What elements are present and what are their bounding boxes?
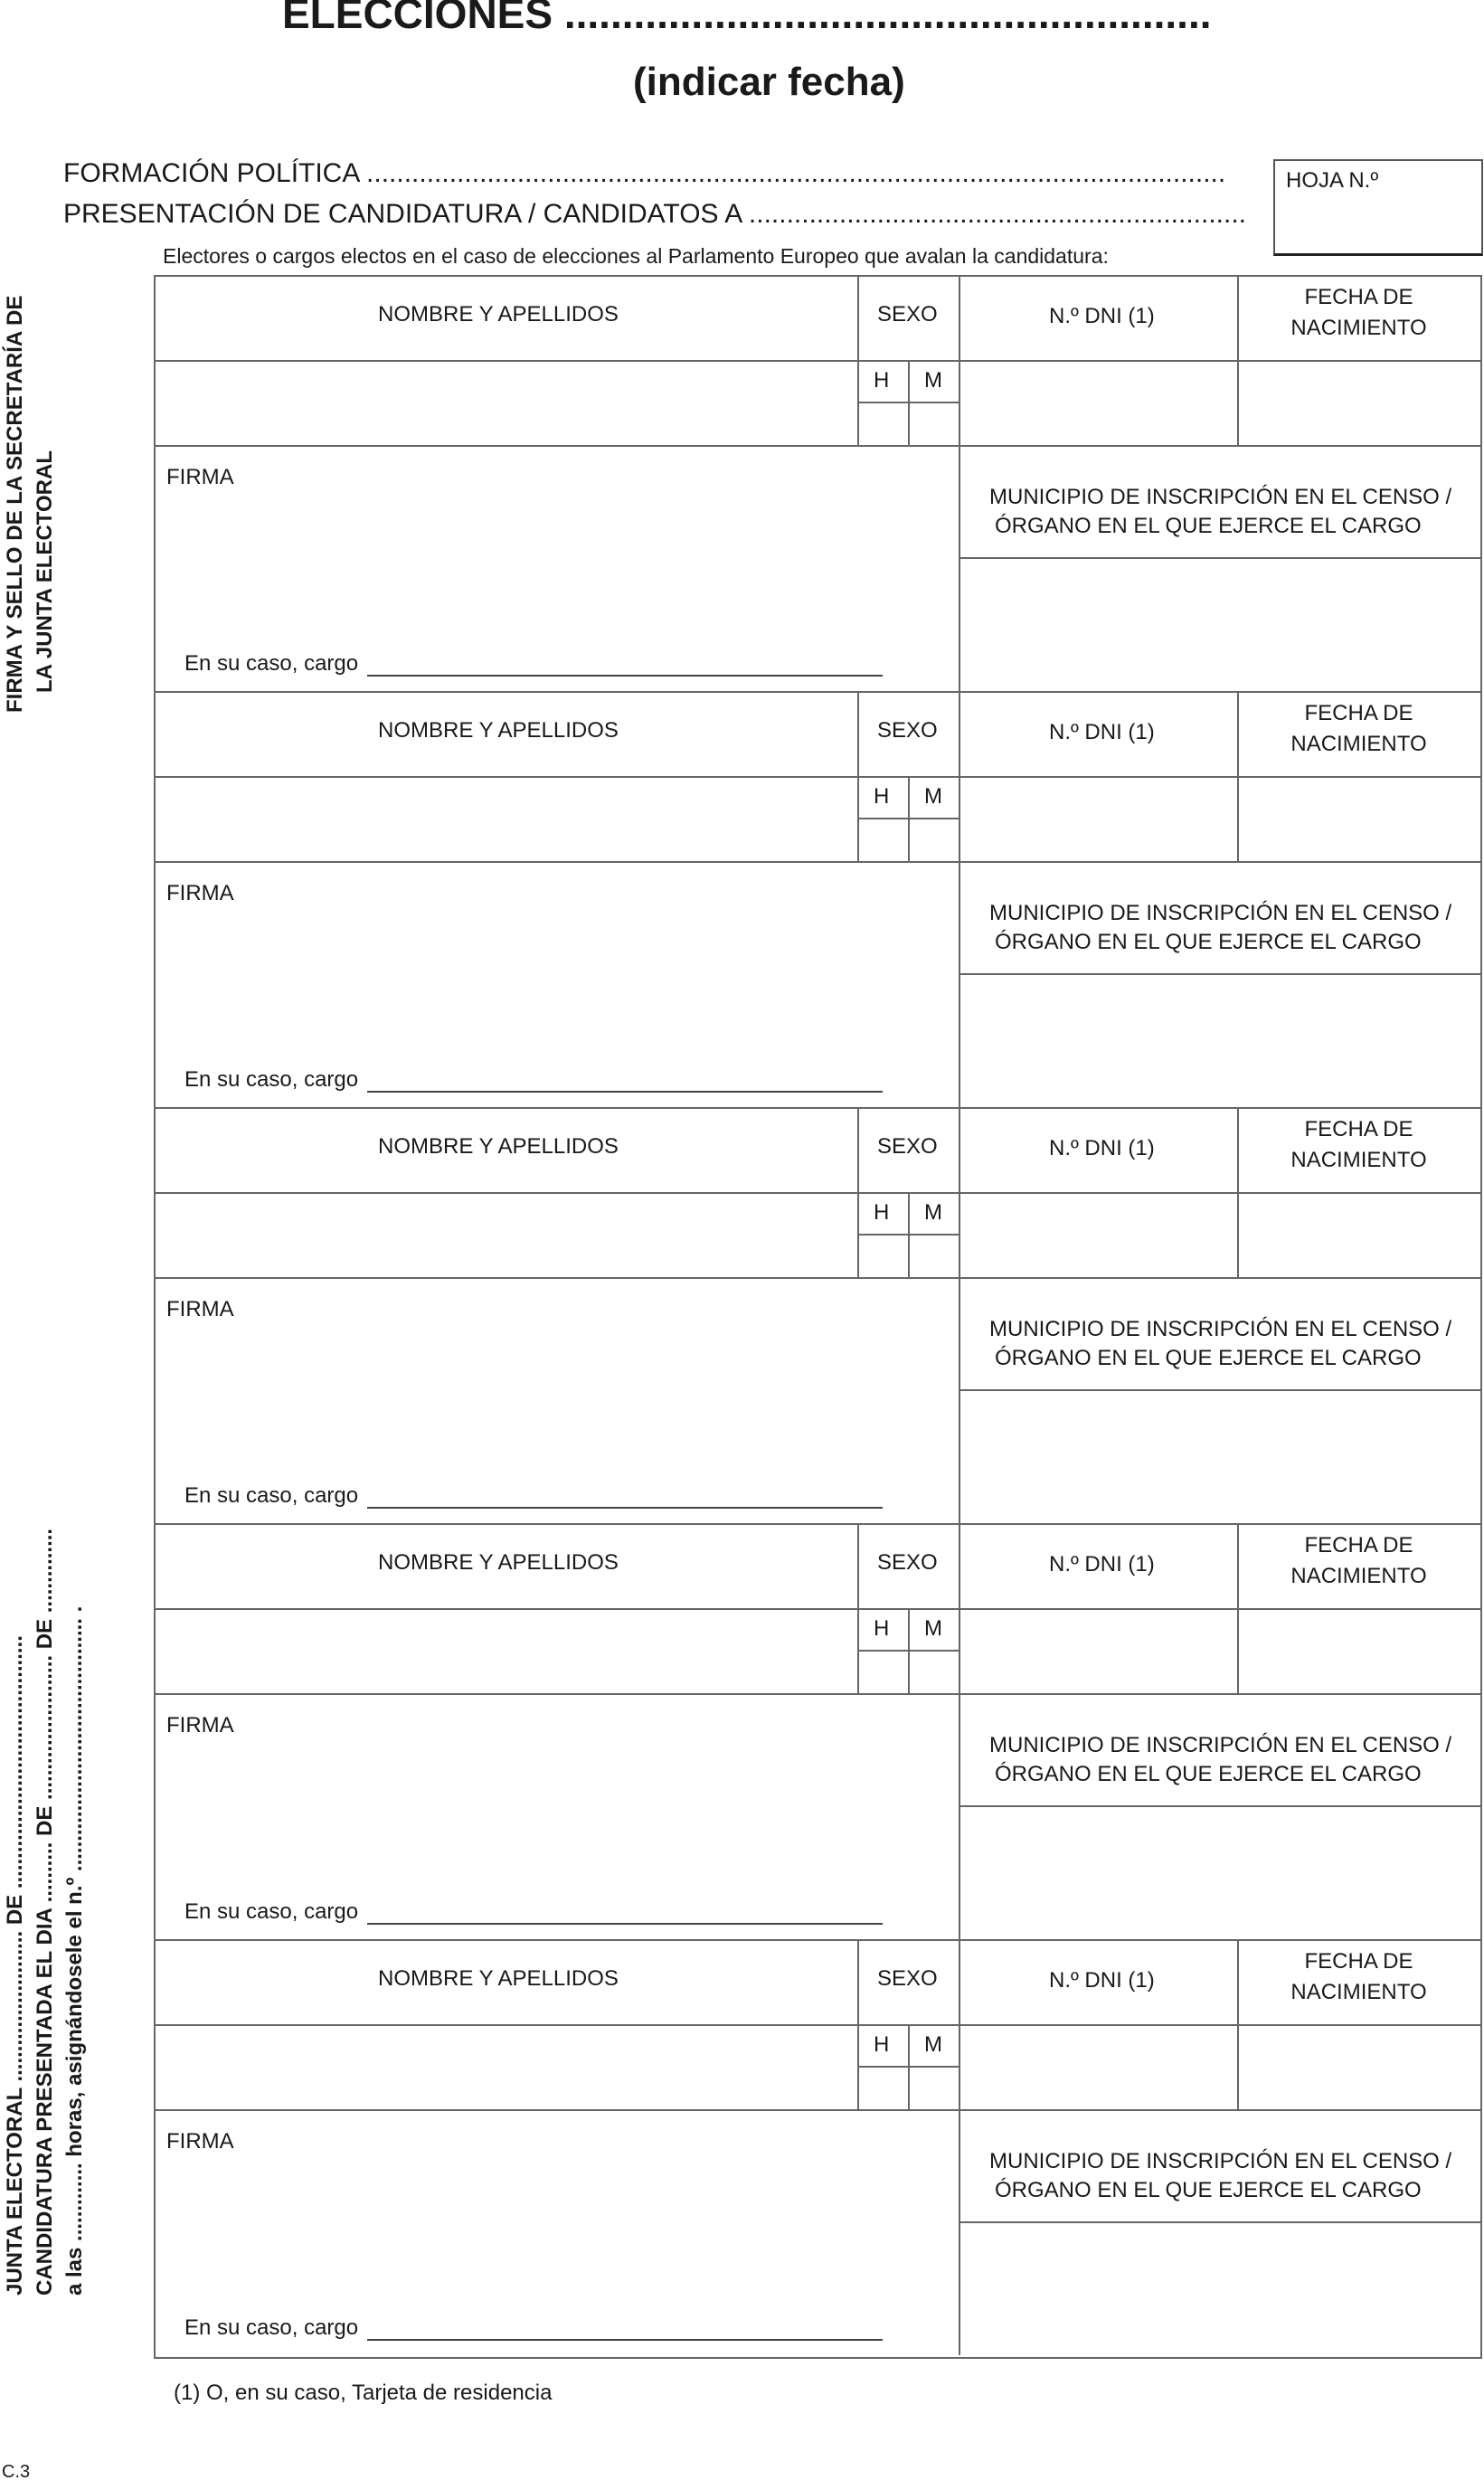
fecha-label-2: NACIMIENTO <box>1290 1564 1427 1588</box>
sexo-h-checkbox[interactable] <box>859 2068 908 2109</box>
row-divider <box>154 275 1480 277</box>
firma-label: FIRMA <box>166 2129 234 2154</box>
sexo-h-label: H <box>874 1616 890 1641</box>
cargo-input-line[interactable] <box>367 1923 883 1925</box>
row-divider <box>154 1523 1480 1525</box>
cargo-input-line[interactable] <box>367 1507 883 1509</box>
electores-note: Electores o cargos electos en el caso de elecciones al Parlamento Europeo que avalan la candidatura: <box>163 244 1109 268</box>
avalista-entry <box>154 1523 1480 1939</box>
fecha-nacimiento-label <box>1239 1530 1479 1592</box>
horas-asignacion-line[interactable]: a las ............. horas, asignándosele el n.º .......................................... . <box>62 1605 87 2296</box>
fecha-nacimiento-field[interactable] <box>1239 778 1480 861</box>
firma-field[interactable] <box>154 1324 957 1460</box>
candidatura-presentada-line[interactable]: CANDIDATURA PRESENTADA EL DIA .......... DE ........................ DE .............. <box>33 1528 57 2296</box>
municipio-field[interactable] <box>960 975 1480 1107</box>
municipio-label-2: ÓRGANO EN EL QUE EJERCE EL CARGO <box>995 930 1422 954</box>
nombre-apellidos-field[interactable] <box>154 778 855 861</box>
sexo-h-checkbox[interactable] <box>859 819 908 861</box>
sexo-m-label: M <box>924 368 942 393</box>
fecha-nacimiento-label <box>1239 698 1479 760</box>
fecha-nacimiento-field[interactable] <box>1239 1610 1480 1693</box>
sexo-m-checkbox[interactable] <box>910 1652 959 1693</box>
firma-label: FIRMA <box>166 1297 234 1321</box>
municipio-field[interactable] <box>960 1807 1480 1939</box>
nombre-apellidos-label: NOMBRE Y APELLIDOS <box>378 1134 619 1159</box>
firma-sello-text-1: FIRMA Y SELLO DE LA SECRETARÍA DE <box>3 295 27 713</box>
fecha-nacimiento-field[interactable] <box>1239 1194 1480 1277</box>
municipio-label <box>989 2147 1451 2205</box>
sexo-h-label: H <box>874 784 890 809</box>
fecha-nacimiento-label <box>1239 1946 1479 2008</box>
dni-label: N.º DNI (1) <box>1049 1136 1155 1160</box>
fecha-nacimiento-field[interactable] <box>1239 362 1480 445</box>
sexo-m-label: M <box>924 2032 942 2057</box>
municipio-label-1: MUNICIPIO DE INSCRIPCIÓN EN EL CENSO / <box>989 901 1452 925</box>
cargo-label: En su caso, cargo <box>184 1067 359 1092</box>
municipio-label-2: ÓRGANO EN EL QUE EJERCE EL CARGO <box>995 1762 1422 1786</box>
dni-label: N.º DNI (1) <box>1049 1552 1155 1576</box>
cargo-input-line[interactable] <box>367 1091 883 1093</box>
municipio-label <box>989 899 1451 957</box>
municipio-label-2: ÓRGANO EN EL QUE EJERCE EL CARGO <box>995 514 1422 538</box>
page-code: C.3 <box>2 2462 31 2482</box>
fecha-nacimiento-label <box>1239 282 1479 344</box>
sexo-h-checkbox[interactable] <box>859 1652 908 1693</box>
avalista-entry <box>154 275 1480 691</box>
row-divider <box>154 861 1480 863</box>
fecha-label-1: FECHA DE <box>1304 1533 1413 1557</box>
sexo-m-label: M <box>924 784 942 809</box>
dni-field[interactable] <box>960 778 1237 861</box>
sexo-label: SEXO <box>877 1134 938 1159</box>
firma-label: FIRMA <box>166 1713 234 1737</box>
row-divider <box>154 691 1480 693</box>
sexo-m-label: M <box>924 1200 942 1225</box>
sexo-label: SEXO <box>877 302 938 327</box>
presentacion-candidatura-line[interactable]: PRESENTACIÓN DE CANDIDATURA / CANDIDATOS A .................................................................. <box>63 199 1247 229</box>
municipio-field[interactable] <box>960 2223 1480 2355</box>
dni-label: N.º DNI (1) <box>1049 720 1155 744</box>
formacion-politica-line[interactable]: FORMACIÓN POLÍTICA .................................................................................................................. <box>63 158 1226 188</box>
row-divider <box>154 2109 1480 2111</box>
sexo-m-checkbox[interactable] <box>910 403 959 445</box>
municipio-field[interactable] <box>960 559 1480 691</box>
municipio-field[interactable] <box>960 1391 1480 1523</box>
row-divider <box>154 1107 1480 1109</box>
sexo-h-checkbox[interactable] <box>859 403 908 445</box>
municipio-label-1: MUNICIPIO DE INSCRIPCIÓN EN EL CENSO / <box>989 485 1452 509</box>
municipio-label <box>989 483 1451 541</box>
fecha-label-1: FECHA DE <box>1304 701 1413 725</box>
nombre-apellidos-label: NOMBRE Y APELLIDOS <box>378 302 619 327</box>
election-title: ELECCIONES ........................................................ <box>282 0 1212 37</box>
fecha-label-2: NACIMIENTO <box>1290 1148 1427 1172</box>
footnote: (1) O, en su caso, Tarjeta de residencia <box>174 2381 553 2405</box>
nombre-apellidos-field[interactable] <box>154 362 855 445</box>
fecha-label-1: FECHA DE <box>1304 285 1413 309</box>
firma-field[interactable] <box>154 908 957 1044</box>
sexo-h-label: H <box>874 368 890 393</box>
sexo-m-checkbox[interactable] <box>910 2068 959 2109</box>
sexo-m-label: M <box>924 1616 942 1641</box>
firma-label: FIRMA <box>166 465 234 489</box>
fecha-label-2: NACIMIENTO <box>1290 316 1427 340</box>
firma-field[interactable] <box>154 1740 957 1876</box>
cargo-label: En su caso, cargo <box>184 1483 359 1508</box>
municipio-label-1: MUNICIPIO DE INSCRIPCIÓN EN EL CENSO / <box>989 1733 1452 1757</box>
sexo-m-checkbox[interactable] <box>910 819 959 861</box>
sexo-h-label: H <box>874 1200 890 1225</box>
avalista-entry <box>154 691 1480 1107</box>
sexo-label: SEXO <box>877 1966 938 1991</box>
sexo-label: SEXO <box>877 718 938 743</box>
municipio-label-2: ÓRGANO EN EL QUE EJERCE EL CARGO <box>995 2178 1422 2202</box>
nombre-apellidos-field[interactable] <box>154 1194 855 1277</box>
nombre-apellidos-label: NOMBRE Y APELLIDOS <box>378 718 619 743</box>
firma-label: FIRMA <box>166 881 234 905</box>
firma-field[interactable] <box>154 492 957 628</box>
cargo-label: En su caso, cargo <box>184 651 359 676</box>
firma-field[interactable] <box>154 2156 957 2292</box>
municipio-label-1: MUNICIPIO DE INSCRIPCIÓN EN EL CENSO / <box>989 1317 1452 1341</box>
fecha-label-1: FECHA DE <box>1304 1117 1413 1141</box>
municipio-label <box>989 1731 1451 1789</box>
sexo-label: SEXO <box>877 1550 938 1575</box>
nombre-apellidos-label: NOMBRE Y APELLIDOS <box>378 1550 619 1575</box>
municipio-label-1: MUNICIPIO DE INSCRIPCIÓN EN EL CENSO / <box>989 2149 1452 2173</box>
cargo-label: En su caso, cargo <box>184 1899 359 1924</box>
nombre-apellidos-field[interactable] <box>154 1610 855 1693</box>
fecha-label-1: FECHA DE <box>1304 1949 1413 1974</box>
nombre-apellidos-label: NOMBRE Y APELLIDOS <box>378 1966 619 1991</box>
date-subtitle: (indicar fecha) <box>633 60 905 104</box>
sexo-h-checkbox[interactable] <box>859 1236 908 1277</box>
row-divider <box>154 1939 1480 1941</box>
row-divider <box>154 1277 1480 1279</box>
fecha-nacimiento-field[interactable] <box>1239 2026 1480 2109</box>
fecha-label-2: NACIMIENTO <box>1290 732 1427 756</box>
dni-field[interactable] <box>960 1610 1237 1693</box>
firma-sello-text-2: LA JUNTA ELECTORAL <box>33 450 57 693</box>
nombre-apellidos-field[interactable] <box>154 2026 855 2109</box>
cargo-label: En su caso, cargo <box>184 2315 359 2340</box>
municipio-label-2: ÓRGANO EN EL QUE EJERCE EL CARGO <box>995 1346 1422 1370</box>
sexo-h-label: H <box>874 2032 890 2057</box>
dni-label: N.º DNI (1) <box>1049 304 1155 328</box>
cargo-input-line[interactable] <box>367 675 883 677</box>
cargo-input-line[interactable] <box>367 2339 883 2341</box>
dni-field[interactable] <box>960 2026 1237 2109</box>
avalista-entry <box>154 1107 1480 1523</box>
municipio-label <box>989 1315 1451 1373</box>
row-divider <box>154 1693 1480 1695</box>
dni-label: N.º DNI (1) <box>1049 1968 1155 1993</box>
dni-field[interactable] <box>960 1194 1237 1277</box>
sexo-m-checkbox[interactable] <box>910 1236 959 1277</box>
row-divider <box>154 445 1480 447</box>
dni-field[interactable] <box>960 362 1237 445</box>
hoja-label: HOJA N.º <box>1286 168 1379 193</box>
fecha-label-2: NACIMIENTO <box>1290 1980 1427 2004</box>
avalista-entry <box>154 1939 1480 2355</box>
hoja-number-box[interactable] <box>1273 159 1483 256</box>
fecha-nacimiento-label <box>1239 1114 1479 1176</box>
junta-electoral-line[interactable]: JUNTA ELECTORAL ......................... DE .......................................... <box>3 1635 27 2296</box>
